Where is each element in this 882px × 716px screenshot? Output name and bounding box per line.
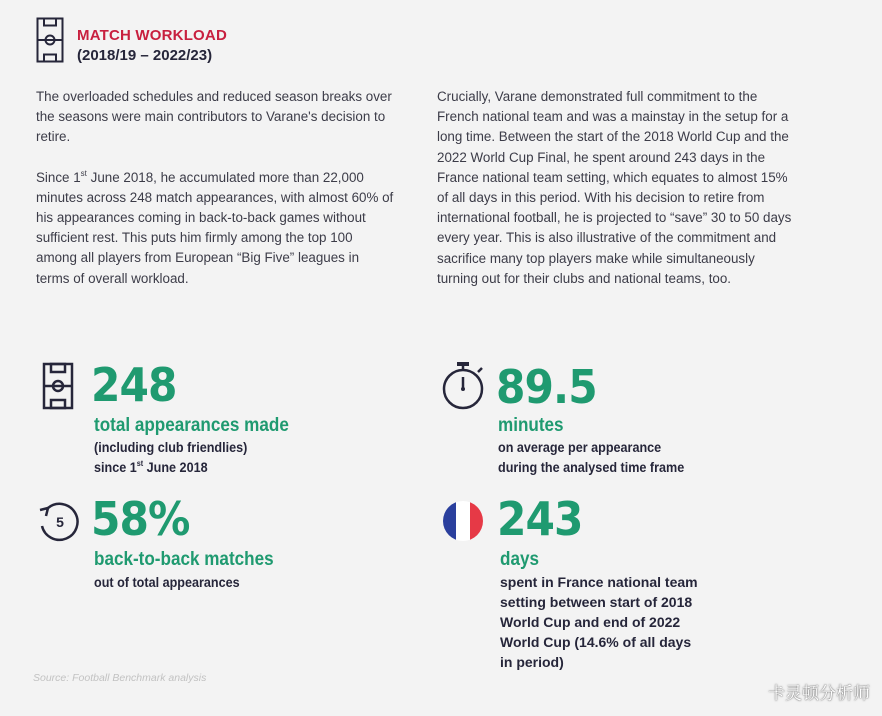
left-text-column [36, 87, 396, 289]
cycle-icon-number: 5 [56, 514, 64, 530]
stat-back-to-back-detail: out of total appearances [94, 574, 240, 590]
stat-minutes-detail-2: during the analysed time frame [498, 459, 685, 475]
stat-appearances-label: total appearances made [94, 415, 289, 436]
stat-days-detail: spent in France national team setting between start of 2018 World Cup and end of 2022 World Cup (14.6% of all days in period) [500, 574, 698, 670]
section-subtitle: (2018/19 – 2022/23) [77, 47, 213, 64]
source-note: Source: Football Benchmark analysis [33, 672, 207, 684]
stat-days-value: 243 [497, 492, 583, 546]
cycle-icon [36, 500, 82, 544]
section-title: MATCH WORKLOAD [77, 27, 227, 44]
stat-minutes-detail-1: on average per appearance [498, 439, 662, 455]
stat-appearances-detail-2: since 1st June 2018 [94, 459, 208, 475]
stat-minutes-value: 89.5 [496, 360, 597, 414]
france-flag-icon [442, 500, 484, 542]
stat-back-to-back-label: back-to-back matches [94, 549, 274, 570]
stat-back-to-back-value: 58% [91, 492, 190, 546]
right-text-column [437, 87, 797, 289]
stat-days-label: days [500, 549, 539, 570]
right-paragraph-1: Crucially, Varane demonstrated full commitment to the French national team and was a mainstay in the setup for a long time. Between the start of the 2018 World Cup and the 2022 World Cup Final, he spent around 243 days in the France national team setting, which equates to almost 15% of all days in this period. With his decision to retire from international football, he is projected to “save” 30 to 50 days every year. This is also illustrative of the commitment and sacrifice many top players make while simultaneously turning out for their clubs and national teams, too. [437, 89, 792, 286]
stat-appearances-value: 248 [91, 358, 177, 412]
stat-appearances-detail-1: (including club friendlies) [94, 439, 248, 455]
left-paragraph-2: Since 1st June 2018, he accumulated more than 22,000 minutes across 248 match appearances, with almost 60% of his appearances coming in back-to-back games without sufficient rest. This puts him firmly among the top 100 among all players from European “Big Five” leagues in terms of overall workload. [36, 168, 394, 286]
watermark: 卡灵顿分析师 [768, 684, 870, 704]
pitch-icon [42, 362, 74, 410]
header-pitch-icon [36, 17, 64, 63]
stat-minutes-label: minutes [498, 415, 564, 436]
stopwatch-icon [440, 360, 486, 412]
left-paragraph-1: The overloaded schedules and reduced season breaks over the seasons were main contributors to Varane's decision to retire. [36, 89, 392, 145]
